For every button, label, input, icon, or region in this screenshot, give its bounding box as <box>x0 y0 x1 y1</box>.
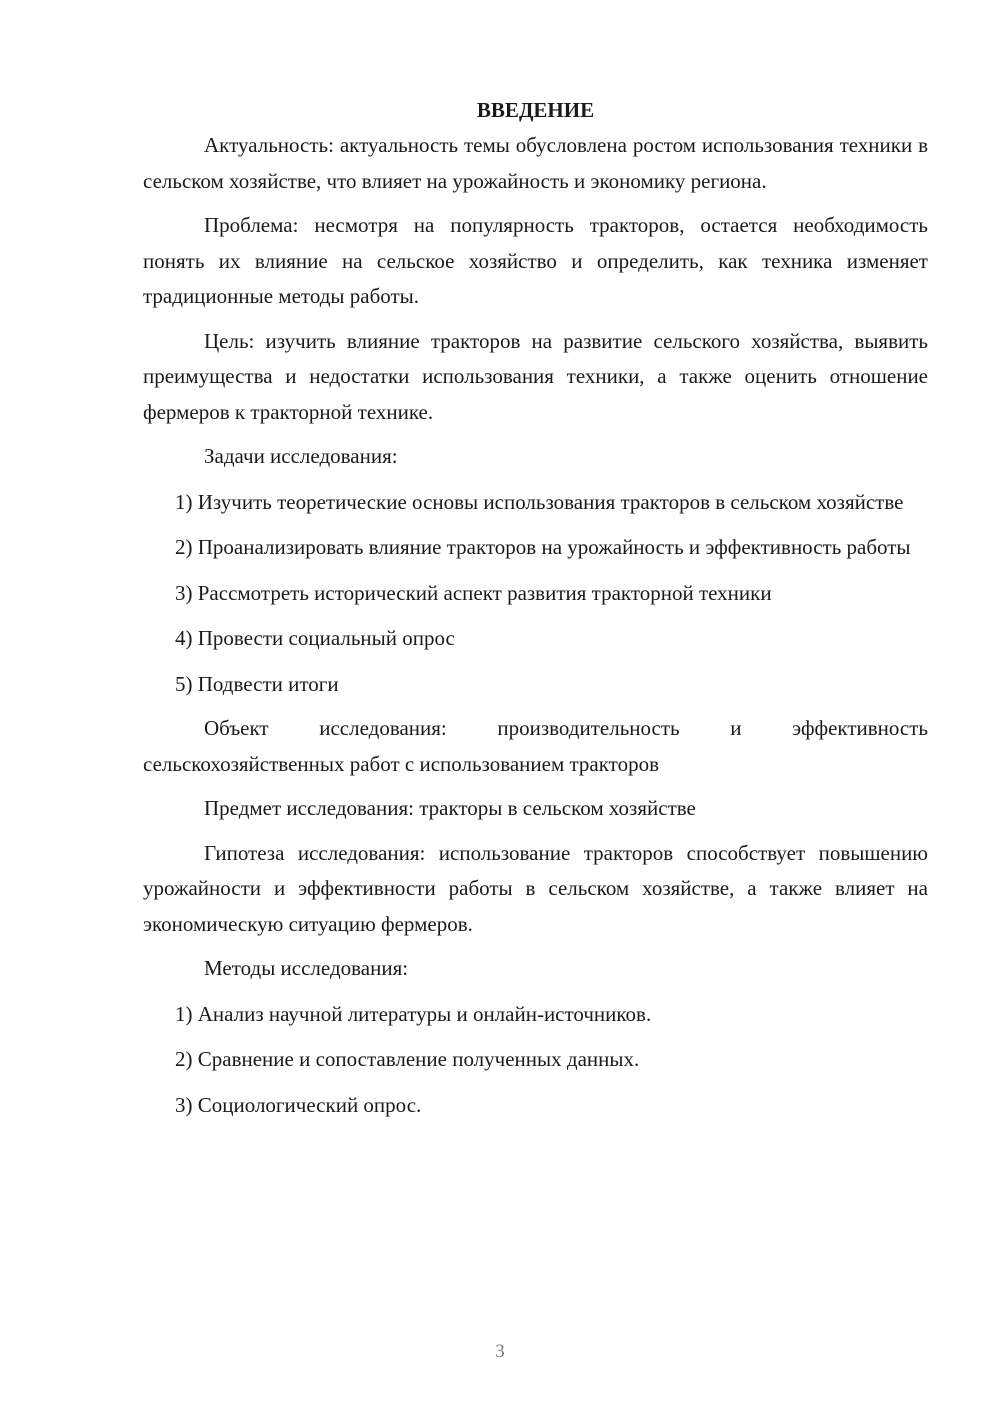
hypothesis-paragraph: Гипотеза исследования: использование тракторов способствует повышению урожайности и эффективности работы в сельском хозяйстве, а также влияет на экономическую ситуацию фермеров. <box>143 840 928 936</box>
problem-paragraph: Проблема: несмотря на популярность тракторов, остается необходимость понять их влияние на сельское хозяйство и определить, как техника изменяет традиционные методы работы. <box>143 213 928 308</box>
methods-heading: Методы исследования: <box>204 956 409 980</box>
task-item: 1) Изучить теоретические основы использования тракторов в сельском хозяйстве <box>175 489 904 514</box>
task-item: 3) Рассмотреть исторический аспект развития тракторной техники <box>175 580 772 605</box>
page-number: 3 <box>495 1341 505 1362</box>
method-item: 3) Социологический опрос. <box>175 1092 422 1117</box>
goal-paragraph: Цель: изучить влияние тракторов на развитие сельского хозяйства, выявить преимущества и недостатки использования техники, а также оценить отношение фермеров к тракторной технике. <box>143 328 928 424</box>
object-paragraph: Объект исследования: производительность и эффективность сельскохозяйственных работ с использованием тракторов <box>143 716 928 776</box>
task-item: 4) Провести социальный опрос <box>175 626 455 650</box>
relevance-paragraph: Актуальность: актуальность темы обусловлена ростом использования техники в сельском хозяйстве, что влияет на урожайность и экономику региона. <box>143 133 928 193</box>
subject-paragraph: Предмет исследования: тракторы в сельском хозяйстве <box>204 796 696 820</box>
method-item: 2) Сравнение и сопоставление полученных данных. <box>175 1047 640 1071</box>
document-page <box>143 92 928 1123</box>
task-item: 2) Проанализировать влияние тракторов на урожайность и эффективность работы <box>175 535 911 559</box>
page-title: ВВЕДЕНИЕ <box>476 98 595 122</box>
task-item: 5) Подвести итоги <box>175 671 339 696</box>
method-item: 1) Анализ научной литературы и онлайн-источников. <box>175 1001 652 1026</box>
tasks-heading: Задачи исследования: <box>204 444 398 468</box>
